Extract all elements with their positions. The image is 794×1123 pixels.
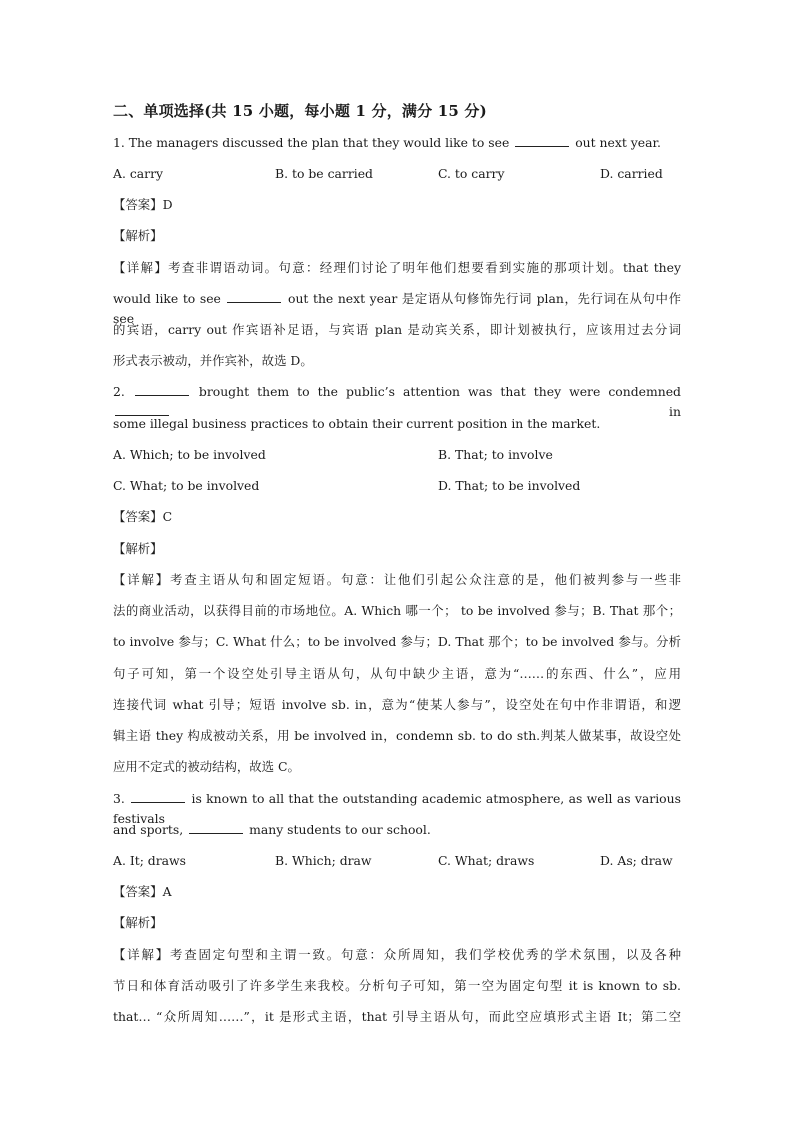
q1-stem — [113, 133, 661, 153]
q1-answer-value: D — [162, 197, 173, 212]
q1-detail-blank — [227, 290, 281, 303]
q1-stem-post: out next year. — [575, 135, 661, 150]
q2-stem-line-2: some illegal business practices to obtain their current position in the market. — [113, 416, 601, 431]
q2-detail-line-6: 辑主语 they 构成被动关系，用 be involved in，condemn sb. to do sth.判某人做某事，故设空处 — [113, 728, 681, 743]
q1-option-c: C. to carry — [438, 166, 505, 181]
q2-detail-line-3: to involve 参与；C. What 什么；to be involved 参与；D. That 那个；to be involved 参与。分析 — [113, 634, 681, 649]
q2-detail-line-7: 应用不定式的被动结构，故选 C。 — [113, 759, 300, 774]
q1-blank — [515, 134, 569, 147]
q3-answer: 【答案】A — [113, 884, 172, 899]
q3-detail-line-1: 【详解】考查固定句型和主谓一致。句意：众所周知，我们学校优秀的学术氛围，以及各种 — [113, 947, 682, 962]
q2-detail-line-2: 法的商业活动，以获得目前的市场地位。A. Which 哪一个； to be involved 参与；B. That 那个； — [113, 603, 681, 618]
detail-label: 【详解】 — [113, 260, 169, 275]
q2-detail-line-4: 句子可知，第一个设空处引导主语从句，从句中缺少主语，意为“……的东西、什么”，应用 — [113, 666, 681, 681]
q3-option-c: C. What; draws — [438, 853, 535, 868]
q1-answer — [113, 195, 173, 215]
q2-detail-line-1: 【详解】考查主语从句和固定短语。句意：让他们引起公众注意的是，他们被判参与一些非 — [113, 572, 682, 587]
q1-stem-pre: 1. The managers discussed the plan that they would like to see — [113, 135, 510, 150]
q2-stem-line-1: 2. brought them to the public’s attention was that they were condemned in — [113, 384, 681, 419]
q1-detail-line-2: would like to see out the next year 是定语从句修饰先行词 plan，先行词在从句中作 see — [113, 291, 681, 326]
q2-detail-line-5: 连接代词 what 引导；短语 involve sb. in，意为“使某人参与”，设空处在句中作非谓语，和逻 — [113, 697, 681, 712]
q1-option-b: B. to be carried — [275, 166, 373, 181]
q3-stem-line-1: 3. is known to all that the outstanding academic atmosphere, as well as various festivals — [113, 791, 681, 826]
q1-option-d: D. carried — [600, 166, 663, 181]
q1-analysis-label: 【解析】 — [113, 228, 163, 243]
q3-answer-value: A — [162, 884, 172, 899]
q3-option-d: D. As; draw — [600, 853, 673, 868]
q2-option-d: D. That; to be involved — [438, 478, 581, 493]
q2-option-b: B. That; to involve — [438, 447, 553, 462]
q1-option-a: A. carry — [113, 166, 163, 181]
q3-option-a: A. It; draws — [113, 853, 187, 868]
q3-stem-line-2: and sports, many students to our school. — [113, 822, 431, 837]
q3-blank-2 — [189, 821, 243, 834]
q3-blank-1 — [131, 790, 185, 803]
q3-option-b: B. Which; draw — [275, 853, 372, 868]
q2-option-c: C. What; to be involved — [113, 478, 260, 493]
q3-detail-line-2: 节日和体育活动吸引了许多学生来我校。分析句子可知，第一空为固定句型 it is known to sb. — [113, 978, 681, 993]
q2-blank-1 — [135, 383, 189, 396]
q1-detail-line-3: 的宾语，carry out 作宾语补足语，与宾语 plan 是动宾关系，即计划被执行，应该用过去分词 — [113, 322, 681, 337]
q2-analysis-label: 【解析】 — [113, 541, 163, 556]
answer-label: 【答案】 — [113, 197, 163, 212]
q2-answer-value: C — [162, 509, 173, 524]
q1-detail-line-1: 【详解】考查非谓语动词。句意：经理们讨论了明年他们想要看到实施的那项计划。that they — [113, 260, 681, 275]
q2-option-a: A. Which; to be involved — [113, 447, 266, 462]
q3-detail-line-3: that… “众所周知……”，it 是形式主语，that 引导主语从句，而此空应填形式主语 It；第二空 — [113, 1009, 681, 1024]
q1-detail-line-4: 形式表示被动，并作宾补，故选 D。 — [113, 353, 313, 368]
q3-analysis-label: 【解析】 — [113, 915, 163, 930]
q2-answer: 【答案】C — [113, 509, 173, 524]
section-title: 二、单项选择(共 15 小题，每小题 1 分，满分 15 分) — [113, 102, 487, 120]
